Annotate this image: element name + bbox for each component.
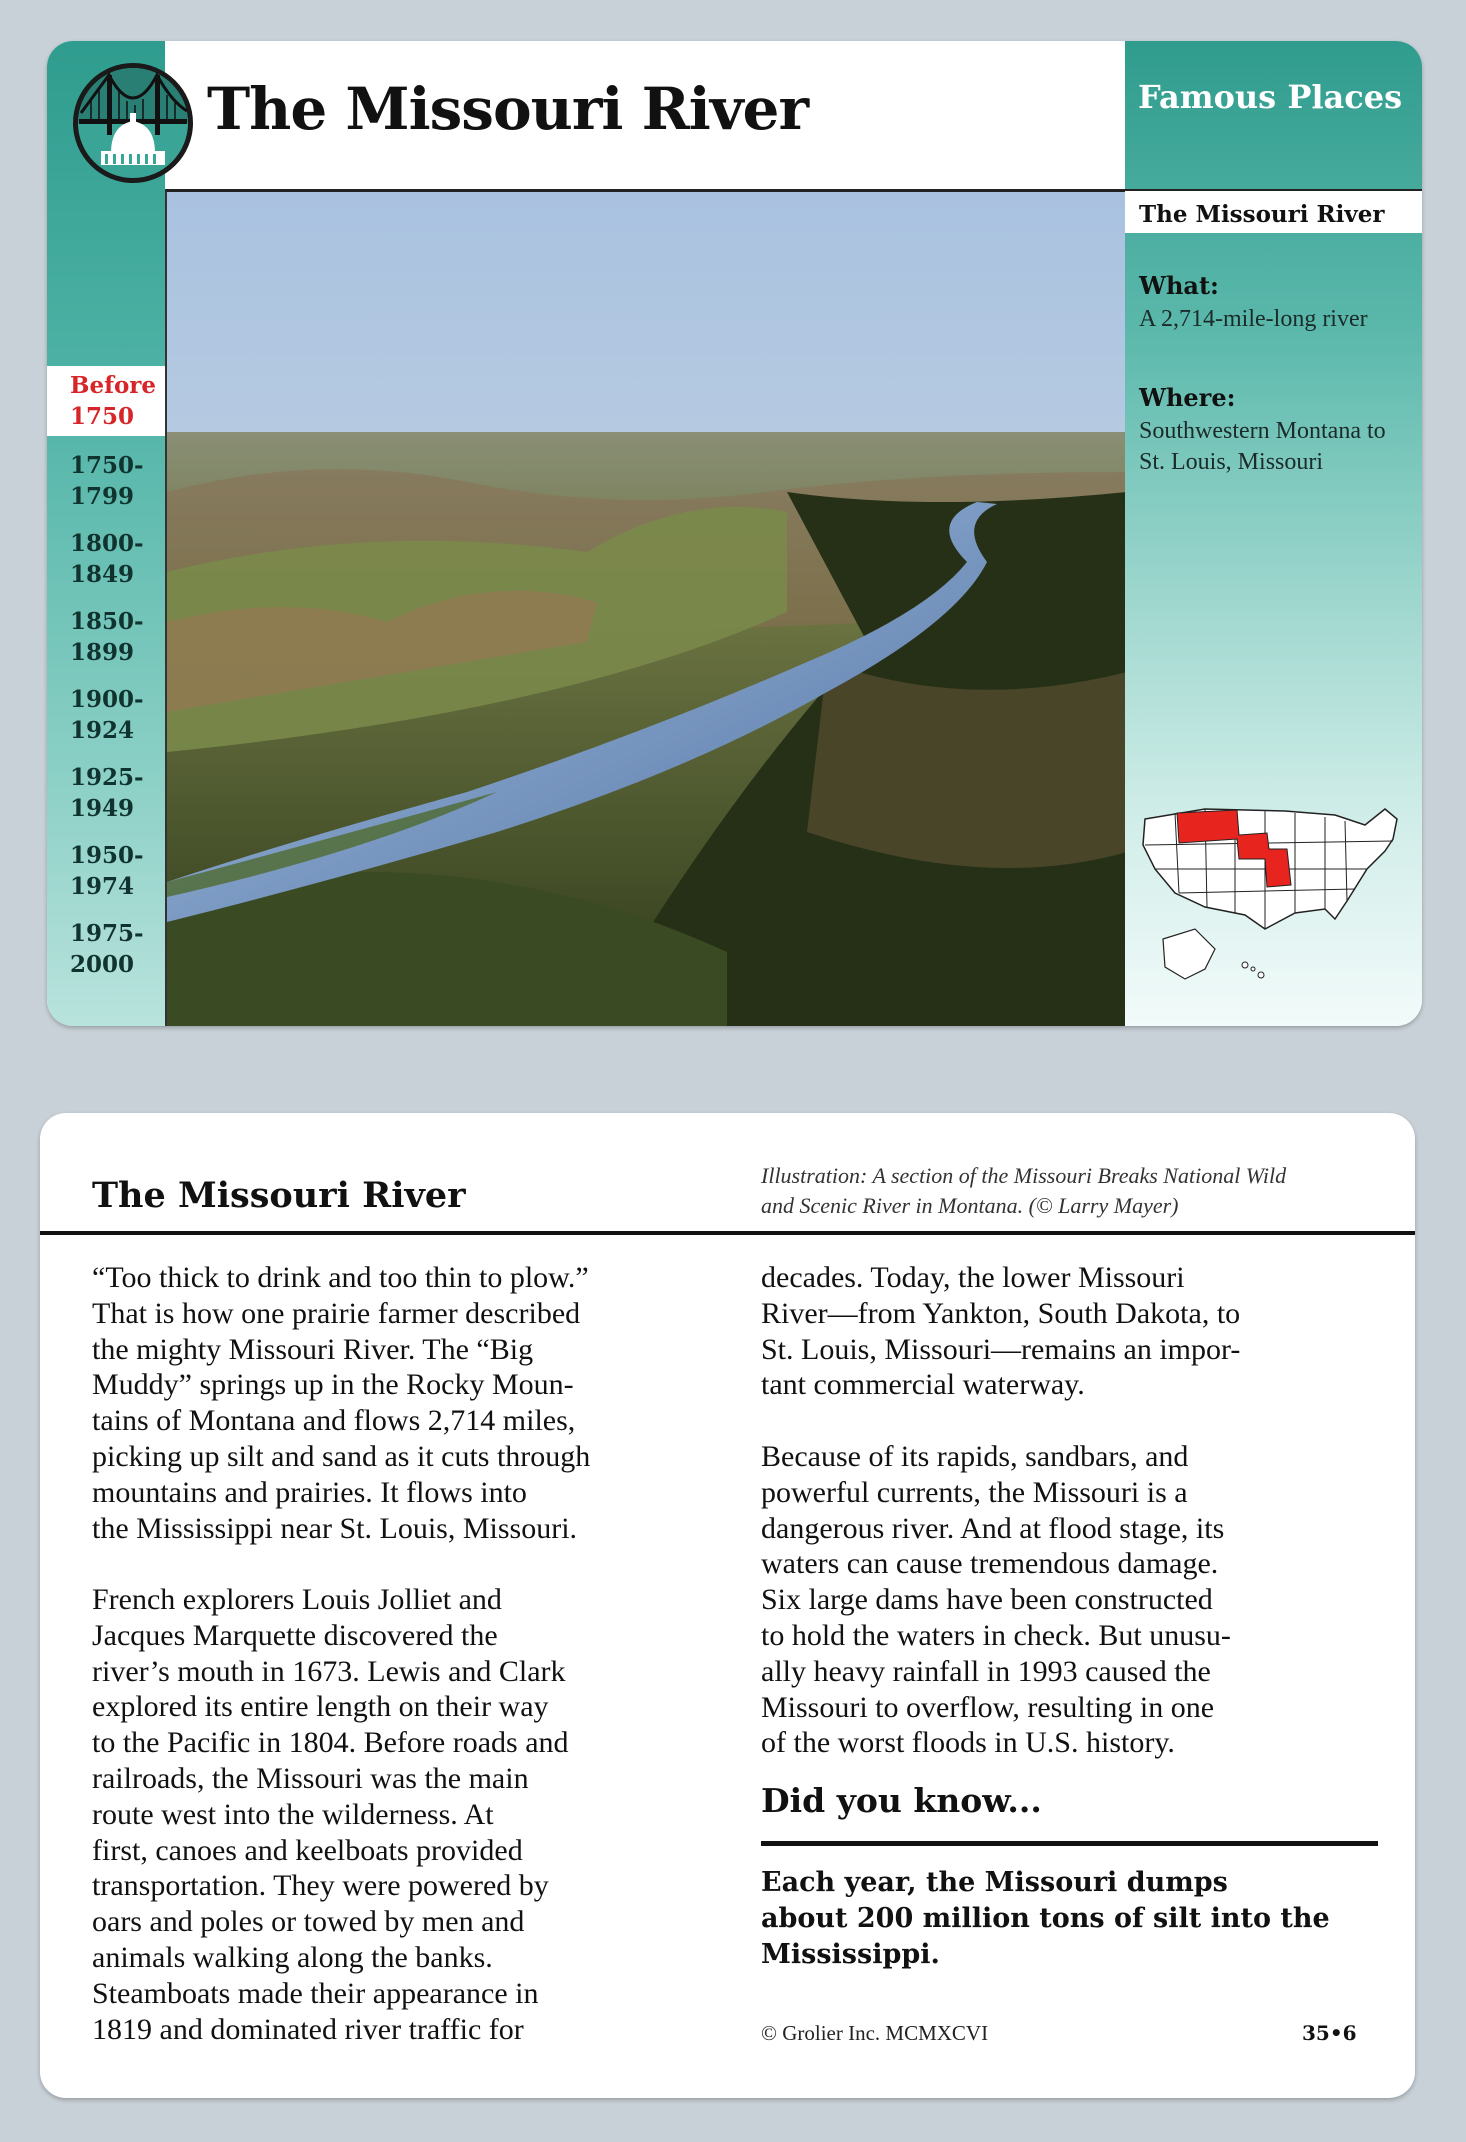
timeline-item: 1950- 1974 xyxy=(70,842,144,900)
timeline-item: 1975- 2000 xyxy=(70,920,144,978)
timeline-item: 1850- 1899 xyxy=(70,608,144,666)
copyright: © Grolier Inc. MCMXCVI xyxy=(761,2021,989,2045)
photo-caption: Illustration: A section of the Missouri Breaks National Wild and Scenic River in Montana. (© Larry Mayer) xyxy=(761,1163,1287,1218)
did-you-know-rule xyxy=(761,1841,1378,1846)
timeline-item: 1800- 1849 xyxy=(70,530,144,588)
what-label: What: xyxy=(1139,271,1219,300)
where-label: Where: xyxy=(1139,383,1236,412)
back-title: The Missouri River xyxy=(92,1175,466,1216)
what-value: A 2,714-mile-long river xyxy=(1139,306,1368,332)
timeline-item-active: Before 1750 xyxy=(47,366,165,436)
did-you-know-heading: Did you know... xyxy=(761,1781,1042,1820)
column-1-paragraph-2: French explorers Louis Jolliet and Jacques Marquette discovered the river’s mouth in 1673. Lewis and Clark explored its entire length on their way to the Pacific in 1804. Before roads and railroads, the Missouri was the main route west into the wilderness. At first, canoes and keelboats provided transportation. They were powered by oars and poles or towed by men and animals walking along the banks. Steamboats made their appearance in 1819 and dominated river traffic for xyxy=(92,1583,569,2046)
timeline xyxy=(47,366,165,988)
timeline-item: 1925- 1949 xyxy=(70,764,144,822)
famous-places-bridge-logo xyxy=(71,61,195,185)
category-label: Famous Places xyxy=(1138,78,1403,116)
timeline-item: 1750- 1799 xyxy=(70,452,144,510)
river-aerial-photo xyxy=(165,189,1127,1026)
us-map-highlighted-states xyxy=(1135,789,1415,989)
column-2-paragraph-2: Because of its rapids, sandbars, and powerful currents, the Missouri is a dangerous river. And at flood stage, its waters can cause tremendous damage. Six large dams have been constructed to hold the waters in check. But unusu- ally heavy rainfall in 1993 caused the Missouri to overflow, resulting in one of the worst floods in U.S. history. xyxy=(761,1440,1231,1760)
card-number: 35•6 xyxy=(1302,2021,1357,2045)
column-2-paragraph-1: decades. Today, the lower Missouri River—from Yankton, South Dakota, to St. Louis, Missouri—remains an impor- tant commercial waterway. xyxy=(761,1261,1241,1402)
header-rule xyxy=(40,1231,1415,1235)
did-you-know-body: Each year, the Missouri dumps about 200 million tons of silt into the Mississippi. xyxy=(761,1867,1330,1970)
info-panel xyxy=(1125,41,1422,1026)
info-title: The Missouri River xyxy=(1125,189,1422,233)
column-1-paragraph-1: “Too thick to drink and too thin to plow.” That is how one prairie farmer described the mighty Missouri River. The “Big Muddy” springs up in the Rocky Moun- tains of Montana and flows 2,714 miles, picking up silt and sand as it cuts through mountains and prairies. It flows into the Mississippi near St. Louis, Missouri. xyxy=(92,1261,591,1545)
where-value: Southwestern Montana to St. Louis, Missouri xyxy=(1139,418,1386,475)
back-card xyxy=(40,1113,1415,2098)
card-title: The Missouri River xyxy=(207,75,808,143)
front-card xyxy=(47,41,1422,1026)
timeline-item: 1900- 1924 xyxy=(70,686,144,744)
